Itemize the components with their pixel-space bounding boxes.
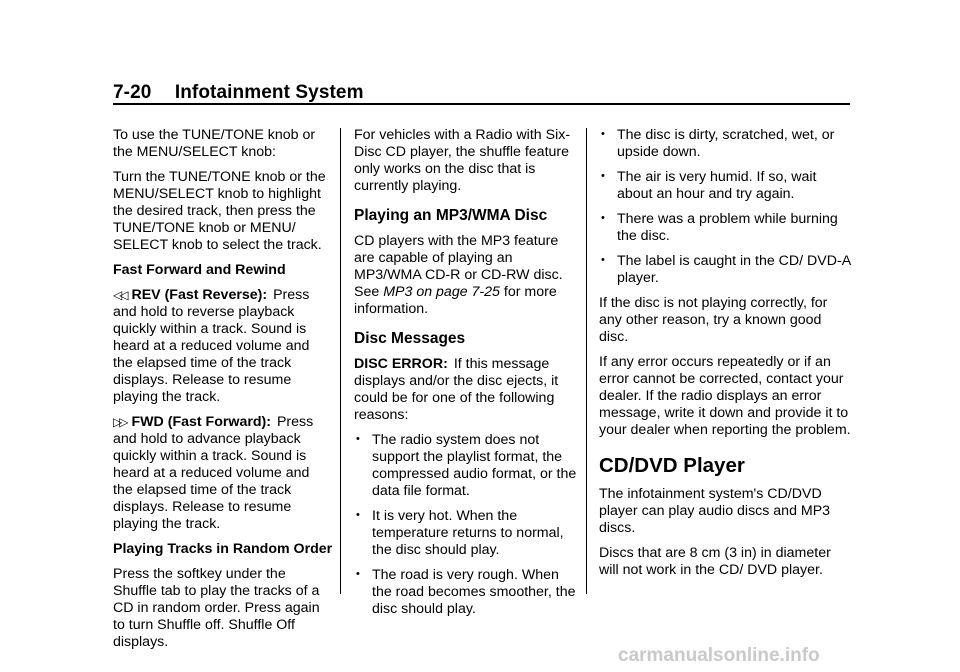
paragraph: Discs that are 8 cm (3 in) in diameter will not work in the CD/ DVD player. [599,545,831,578]
list-item: • It is very hot. When the temperature returns to normal, the disc should play. [356,508,564,558]
fast-forward-icon: ▷▷ [113,415,126,429]
list-item: • The disc is dirty, scratched, wet, or upside down. [601,127,835,160]
list-item: • The road is very rough. When the road becomes smoother, the disc should play. [356,567,576,617]
bullet-icon: • [601,128,605,140]
paragraph: Press the softkey under the Shuffle tab to play the tracks of a CD in random order. Press again to turn Shuffle off. Shuffle Off displays. [113,566,320,650]
paragraph: Turn the TUNE/TONE knob or the MENU/SELECT knob to highlight the desired track, then press the TUNE/TONE knob or MENU/ SELECT knob to select the track. [113,169,326,253]
page-header [113,82,364,104]
rev-text: Press and hold to reverse playback quickly within a track. Sound is heard at a reduced volume and the elapsed time of the track displays. Release to resume playing the track. [113,287,310,405]
fwd-term: FWD (Fast Forward): [131,414,271,430]
paragraph: For vehicles with a Radio with Six-Disc CD player, the shuffle feature only works on the disc that is currently playing. [354,127,571,194]
mp3-paragraph [354,233,578,318]
disc-error-term: DISC ERROR: [354,356,448,372]
list-item: • There was a problem while burning the disc. [601,211,838,244]
column-1 [113,127,333,659]
list-item: • The radio system does not support the playlist format, the compressed audio format, or the data file format. [356,432,577,499]
list-item: • The air is very humid. If so, wait about an hour and try again. [601,169,817,202]
fwd-text: Press and hold to advance playback quickly within a track. Sound is heard at a reduced volume and the elapsed time of the track displays. Release to resume playing the track. [113,414,314,532]
list-item: • The label is caught in the CD/ DVD-A player. [601,253,851,286]
rev-term: REV (Fast Reverse): [131,287,268,303]
paragraph: If the disc is not playing correctly, for any other reason, try a known good disc. [599,295,828,345]
rewind-icon: ◁◁ [113,288,126,302]
section-title: Infotainment System [174,82,364,103]
paragraph: The infotainment system's CD/DVD player can play audio discs and MP3 discs. [599,486,831,536]
column-divider-1 [340,128,341,594]
bullet-icon: • [601,170,605,182]
heading-disc-messages: Disc Messages [354,330,466,347]
subheading-fast-forward-rewind: Fast Forward and Rewind [113,262,286,278]
bullet-icon: • [356,433,360,445]
bullet-icon: • [356,509,360,521]
watermark: carmanualsonline.info [618,645,820,666]
fwd-paragraph [113,414,333,533]
heading-cd-dvd-player: CD/DVD Player [599,454,745,477]
paragraph: To use the TUNE/TONE knob or the MENU/SELECT knob: [113,127,316,160]
column-divider-2 [586,128,587,594]
column-2 [354,127,578,626]
bullet-icon: • [601,212,605,224]
header-rule [113,103,850,105]
disc-error-text: If this message displays and/or the disc ejects, it could be for one of the following reasons: [354,356,559,423]
mp3-text-end: for more information. [354,284,557,317]
mp3-text: CD players with the MP3 feature are capable of playing an MP3/WMA CD-R or CD-RW disc. See [354,233,563,300]
column-3 [599,127,853,587]
rev-paragraph [113,287,333,406]
bullet-icon: • [356,568,360,580]
page-number: 7-20 [113,82,152,103]
heading-mp3-wma: Playing an MP3/WMA Disc [354,207,548,224]
paragraph: If any error occurs repeatedly or if an error cannot be corrected, contact your dealer. If the radio displays an error message, write it down and provide it to your dealer when reporting the problem. [599,354,851,438]
mp3-page-reference-link[interactable]: MP3 on page 7-25 [383,284,500,300]
bullet-icon: • [601,254,605,266]
disc-error-paragraph [354,356,578,424]
subheading-random-order: Playing Tracks in Random Order [113,541,333,557]
